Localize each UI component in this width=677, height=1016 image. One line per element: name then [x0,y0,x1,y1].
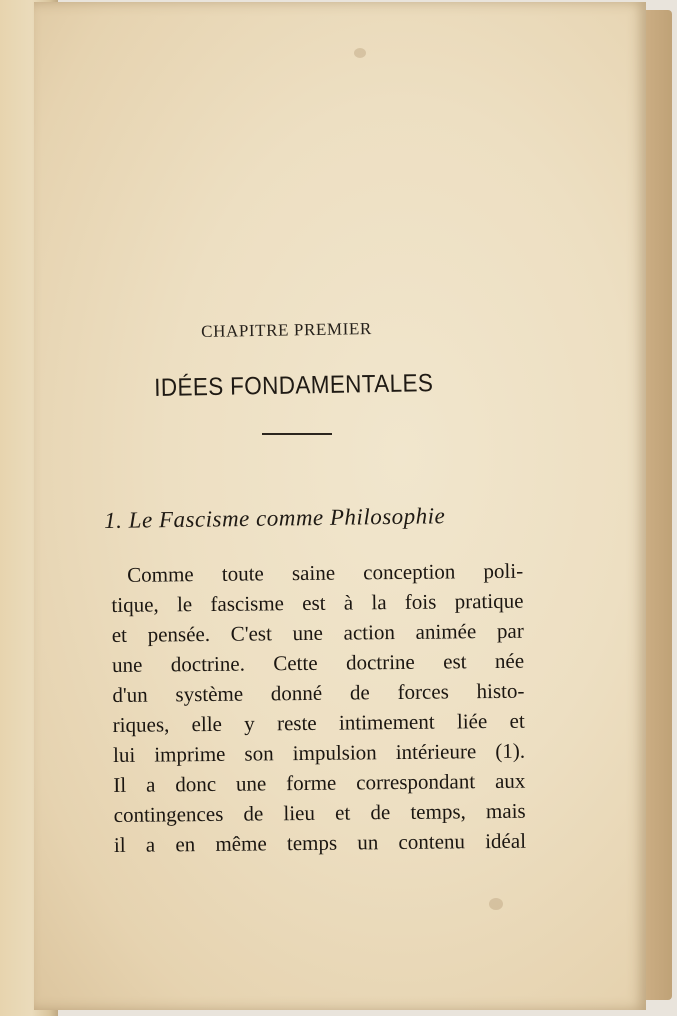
body-line: il a en même temps un contenu idéal [113,828,527,857]
body-line: tique, le fascisme est à la fois pratique [111,588,524,617]
body-line: contingences de lieu et de temps, mais [113,798,526,827]
body-line: Il a donc une forme correspondant aux [113,768,526,797]
chapter-title: IDÉES FONDAMENTALES [154,369,434,402]
body-line: Comme toute saine conception poli- [127,558,524,587]
section-heading: 1. Le Fascisme comme Philosophie [104,503,446,533]
body-line: une doctrine. Cette doctrine est née [111,648,525,677]
body-text [111,556,526,860]
title-divider [262,433,332,435]
body-line: riques, elle y reste intimement liée et [112,708,525,737]
body-line: et pensée. C'est une action animée par [111,618,524,647]
paper-spot [354,48,366,58]
body-line: lui imprime son impulsion intérieure (1). [112,738,526,767]
body-line: d'un système donné de forces histo- [112,678,525,707]
chapter-label: CHAPITRE PREMIER [201,319,372,341]
book-page [34,2,646,1010]
paper-spot [489,898,503,910]
